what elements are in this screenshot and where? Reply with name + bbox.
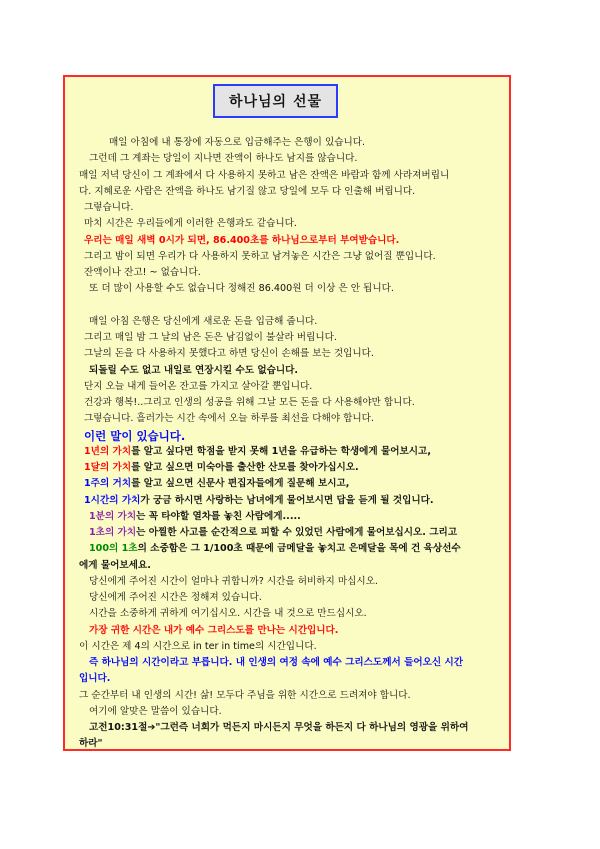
text-segment: 시간을 소중하게 귀하게 여기십시오. 시간을 내 것으로 만드십시오. bbox=[89, 608, 367, 620]
text-line bbox=[79, 379, 503, 395]
text-line bbox=[79, 736, 503, 752]
text-segment: 를 알고 싶다면 학점을 받지 못해 1년을 유급하는 학생에게 물어보시고, bbox=[131, 445, 431, 457]
text-line bbox=[79, 314, 503, 330]
text-line bbox=[79, 184, 503, 200]
text-line bbox=[79, 574, 503, 590]
text-segment: 하라" bbox=[79, 738, 103, 750]
text-line bbox=[79, 541, 503, 557]
text-segment: 그리고 매일 밤 그 날의 남은 돈은 남김없이 불살라 버립니다. bbox=[84, 332, 337, 343]
document-frame bbox=[63, 75, 511, 751]
text-segment: 당신에게 주어진 시간은 정해져 있습니다. bbox=[89, 592, 262, 603]
text-line bbox=[79, 720, 503, 736]
text-segment: 는 아찔한 사고를 순간적으로 피할 수 있었던 사람에게 물어보십시오. 그리고 bbox=[136, 527, 458, 538]
text-line bbox=[79, 558, 503, 574]
text-line bbox=[79, 688, 503, 704]
text-line bbox=[79, 151, 503, 167]
text-segment: 그 순간부터 내 인생의 시간! 삶! 모두다 주님을 위한 시간으로 드려져야 합니다. bbox=[79, 689, 411, 701]
highlighted-text: 1달의 가치 bbox=[84, 462, 132, 473]
text-segment: 를 알고 싶으면 미숙아를 출산한 산모를 찾아가십시오. bbox=[131, 462, 359, 473]
text-line bbox=[79, 493, 503, 509]
text-line bbox=[79, 200, 503, 216]
highlighted-text: 1년의 가치 bbox=[84, 445, 132, 457]
text-segment: 에게 물어보세요. bbox=[79, 559, 151, 571]
text-line bbox=[79, 168, 503, 184]
text-line bbox=[79, 639, 503, 655]
text-line bbox=[79, 233, 503, 249]
highlighted-text: 1분의 가치 bbox=[89, 510, 137, 522]
text-segment: 건강과 행복!..그리고 인생의 성공을 위해 그날 모든 돈을 다 사용해야만 합니다. bbox=[84, 397, 415, 408]
highlighted-text: 입니다. bbox=[79, 673, 111, 685]
text-line bbox=[79, 216, 503, 232]
text-line bbox=[79, 671, 503, 687]
text-segment: 마치 시간은 우리들에게 이러한 은행과도 같습니다. bbox=[84, 218, 297, 230]
text-segment: 그렇습니다. 흘러가는 시간 속에서 오늘 하루를 최선을 다해야 합니다. bbox=[84, 413, 374, 425]
text-segment: 는 꼭 타야할 열차를 놓친 사람에게..... bbox=[136, 510, 301, 522]
text-line bbox=[79, 655, 503, 671]
highlighted-text: 우리는 매일 새벽 0시가 되면, 86.400초를 하나님으로부터 부여받습니다. bbox=[84, 234, 400, 246]
text-line bbox=[79, 525, 503, 541]
document-title: 하나님의 선물 bbox=[213, 84, 338, 118]
highlighted-text: 1주의 거치 bbox=[84, 478, 132, 490]
text-segment: 당신에게 주어진 시간이 얼마나 귀합니까? 시간을 허비하지 마십시오. bbox=[89, 575, 378, 587]
highlighted-text: 가장 귀한 시간은 내가 예수 그리스도를 만나는 시간입니다. bbox=[89, 624, 339, 636]
text-segment: 또 더 많이 사용할 수도 없습니다 정해진 86.400원 더 이상 은 안 됩니다. bbox=[89, 283, 394, 295]
text-line bbox=[79, 298, 503, 314]
text-segment: 잔액이나 잔고! ~ 없습니다. bbox=[84, 267, 201, 278]
text-line bbox=[79, 265, 503, 281]
text-line bbox=[79, 281, 503, 297]
text-line bbox=[79, 460, 503, 476]
text-line bbox=[79, 346, 503, 362]
text-line bbox=[79, 363, 503, 379]
text-line bbox=[79, 249, 503, 265]
text-line bbox=[79, 411, 503, 427]
text-segment: 그런데 그 계좌는 당일이 지나면 잔액이 하나도 남지를 않습니다. bbox=[89, 153, 358, 165]
text-segment: 의 소중함은 그 1/100초 때문에 금메달을 놓치고 은메달을 목에 건 육상선수 bbox=[137, 543, 461, 555]
text-segment: 그날의 돈을 다 사용하지 못했다고 하면 당신이 손해를 보는 것입니다. bbox=[84, 348, 374, 360]
text-segment: 매일 저녁 당신이 그 계좌에서 다 사용하지 못하고 남은 잔액은 바람과 함께 사라져버립니 bbox=[79, 169, 450, 181]
text-line bbox=[79, 135, 503, 151]
highlighted-text: 즉 하나님의 시간이라고 부릅니다. 내 인생의 여정 속에 예수 그리스도께서 들어오신 시간 bbox=[89, 657, 464, 668]
text-segment: 를 알고 싶으면 신문사 편집자들에게 질문해 보시고, bbox=[131, 478, 350, 490]
text-line bbox=[79, 606, 503, 622]
text-segment: 되돌릴 수도 없고 내일로 연장시킬 수도 없습니다. bbox=[89, 364, 299, 376]
highlighted-text: 1시간의 가치 bbox=[84, 494, 141, 506]
text-segment: 다. 지혜로운 사람은 잔액을 하나도 남기질 않고 당일에 모두 다 인출해 버립니다. bbox=[79, 185, 416, 197]
text-segment: 고전10:31절➔"그런즉 너희가 먹든지 마시든지 무엇을 하든지 다 하나님의 영광을 위하여 bbox=[89, 722, 469, 733]
text-line bbox=[79, 623, 503, 639]
text-segment: 가 궁금 하시면 사랑하는 남녀에게 물어보시면 답을 듣게 될 것입니다. bbox=[140, 494, 434, 506]
highlighted-text: 100의 1초 bbox=[89, 543, 138, 555]
text-segment: 매일 아침에 내 통장에 자동으로 입금해주는 은행이 있습니다. bbox=[109, 137, 366, 148]
text-segment: 여기에 알맞은 말씀이 있습니다. bbox=[89, 705, 222, 717]
text-line bbox=[79, 476, 503, 492]
text-segment: 그리고 밤이 되면 우리가 다 사용하지 못하고 남겨놓은 시간은 그냥 없어질 뿐입니다. bbox=[84, 250, 436, 262]
text-line bbox=[79, 590, 503, 606]
text-line bbox=[79, 444, 503, 460]
text-line bbox=[79, 704, 503, 720]
text-segment: 매일 아침 은행은 당신에게 새로운 돈을 입금해 줍니다. bbox=[89, 315, 318, 327]
text-line bbox=[79, 395, 503, 411]
text-segment: 단지 오늘 내게 들어온 잔고를 가지고 살아갈 뿐입니다. bbox=[84, 380, 313, 392]
document-body bbox=[79, 135, 503, 753]
text-segment: 그렇습니다. bbox=[84, 202, 134, 213]
text-line bbox=[79, 428, 503, 444]
highlighted-text: 1초의 가치 bbox=[89, 527, 137, 538]
text-line bbox=[79, 509, 503, 525]
text-line bbox=[79, 330, 503, 346]
highlighted-text: 이런 말이 있습니다. bbox=[84, 428, 186, 443]
text-segment: 이 시간은 제 4의 시간으로 in ter in time의 시간입니다. bbox=[79, 640, 317, 652]
